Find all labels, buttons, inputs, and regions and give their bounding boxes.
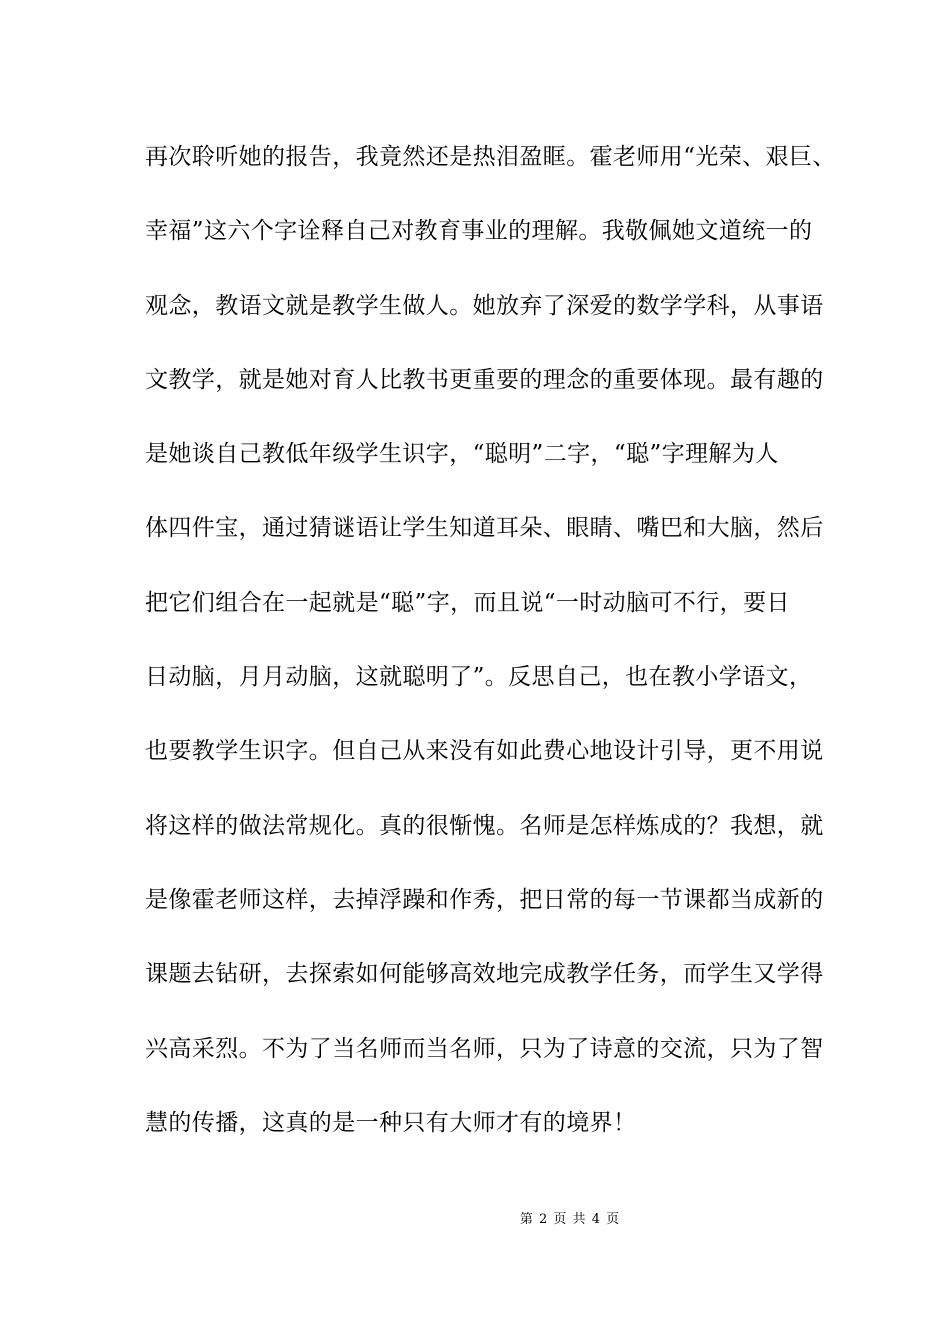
paragraph-line: 是像霍老师这样，去掉浮躁和作秀，把日常的每一节课都当成新的 <box>145 886 824 913</box>
paragraph-line: 再次聆听她的报告，我竟然还是热泪盈眶。霍老师用“光荣、艰巨、 <box>145 144 836 170</box>
paragraph-line: 慧的传播，这真的是一种只有大师才有的境界！ <box>145 1109 637 1136</box>
paragraph-line: 体四件宝，通过猜谜语让学生知道耳朵、眼睛、嘴巴和大脑，然后 <box>145 515 824 542</box>
paragraph-line: 兴高采烈。不为了当名师而当名师，只为了诗意的交流，只为了智 <box>145 1035 824 1062</box>
paragraph-line: 幸福”这六个字诠释自己对教育事业的理解。我敬佩她文道统一的 <box>145 218 813 245</box>
paragraph <box>145 134 845 1174</box>
paragraph-line: 将这样的做法常规化。真的很惭愧。名师是怎样炼成的？我想，就 <box>145 812 824 839</box>
paragraph-line: 文教学，就是她对育人比教书更重要的理念的重要体现。最有趣的 <box>145 366 824 393</box>
paragraph-line: 把它们组合在一起就是“聪”字，而且说“一时动脑可不行，要日 <box>145 589 790 616</box>
paragraph-line: 日动脑，月月动脑，这就聪明了”。反思自己，也在教小学语文， <box>145 664 813 691</box>
paragraph-line: 是她谈自己教低年级学生识字，“聪明”二字，“聪”字理解为人 <box>145 441 779 468</box>
paragraph-line: 课题去钻研，去探索如何能够高效地完成教学任务，而学生又学得 <box>145 961 824 988</box>
paragraph-line: 观念，教语文就是教学生做人。她放弃了深爱的数学学科，从事语 <box>145 292 824 319</box>
page-footer: 第 2 页 共 4 页 <box>519 1212 621 1227</box>
paragraph-line: 也要教学生识字。但自己从来没有如此费心地设计引导，更不用说 <box>145 738 824 765</box>
